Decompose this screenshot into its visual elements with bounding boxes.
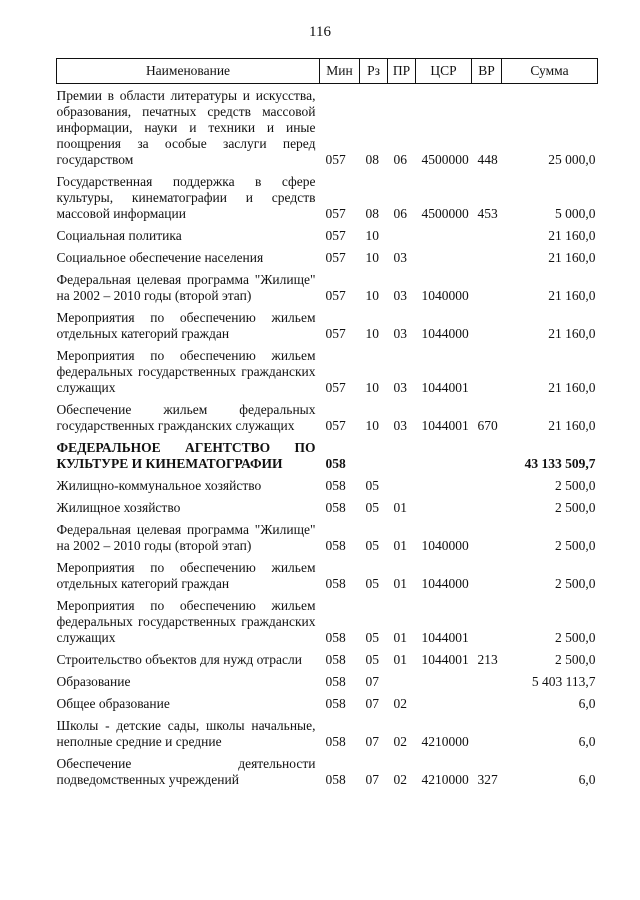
cell-min: 057: [325, 288, 346, 303]
cell-sum: 21 160,0: [548, 228, 596, 243]
table-header-row: [57, 59, 598, 84]
cell-vr: [472, 436, 502, 474]
cell-rz: 07: [365, 674, 379, 689]
cell-pr: 03: [393, 326, 407, 341]
cell-sum: 6,0: [578, 772, 596, 787]
cell-min: 058: [325, 630, 346, 645]
cell-csr: [416, 436, 472, 474]
table-row: [57, 474, 598, 496]
cell-vr: [472, 306, 502, 344]
cell-vr: 670: [477, 418, 498, 433]
cell-csr: [416, 692, 472, 714]
cell-rz: 10: [365, 418, 379, 433]
cell-vr: [472, 344, 502, 398]
cell-name: Премии в области литературы и искусства, образования, печатных средств массовой информации, науки и техники и иные поощрения за особые заслуги перед государством: [56, 88, 316, 167]
cell-pr: [388, 436, 416, 474]
cell-name: Федеральная целевая программа "Жилище" на 2002 – 2010 годы (второй этап): [56, 522, 316, 553]
cell-name: Обеспечение деятельности подведомственных учреждений: [56, 756, 316, 787]
table-row: [57, 648, 598, 670]
cell-pr: 02: [393, 772, 407, 787]
cell-vr: [472, 670, 502, 692]
cell-min: 057: [325, 206, 346, 221]
table-row: [57, 496, 598, 518]
cell-vr: [472, 268, 502, 306]
cell-rz: 05: [365, 576, 379, 591]
cell-sum: 2 500,0: [555, 576, 596, 591]
cell-pr: [388, 224, 416, 246]
cell-rz: 05: [365, 538, 379, 553]
cell-vr: [472, 246, 502, 268]
cell-pr: 03: [393, 288, 407, 303]
cell-vr: 327: [477, 772, 498, 787]
cell-rz: 10: [365, 326, 379, 341]
cell-rz: 10: [365, 288, 379, 303]
table-body: [57, 84, 598, 791]
cell-rz: 07: [365, 772, 379, 787]
cell-csr: 1044000: [421, 326, 469, 341]
page-number: 116: [309, 24, 331, 40]
table-row: [57, 306, 598, 344]
cell-min: 058: [325, 576, 346, 591]
cell-pr: 01: [393, 500, 407, 515]
header-pr: ПР: [388, 59, 416, 84]
cell-vr: [472, 518, 502, 556]
cell-pr: 06: [393, 152, 407, 167]
cell-csr: 1044001: [421, 418, 469, 433]
cell-csr: 1040000: [421, 538, 469, 553]
cell-csr: [416, 474, 472, 496]
cell-vr: [472, 474, 502, 496]
cell-rz: [360, 436, 388, 474]
cell-min: 057: [325, 250, 346, 265]
cell-name: Мероприятия по обеспечению жильем отдельных категорий граждан: [56, 560, 316, 591]
cell-rz: 07: [365, 734, 379, 749]
table-row: [57, 246, 598, 268]
cell-sum: 2 500,0: [555, 652, 596, 667]
cell-min: 057: [325, 380, 346, 395]
cell-min: 058: [325, 652, 346, 667]
cell-sum: 21 160,0: [548, 380, 596, 395]
cell-sum: 2 500,0: [555, 538, 596, 553]
cell-pr: 01: [393, 576, 407, 591]
cell-rz: 05: [365, 478, 379, 493]
cell-rz: 10: [365, 380, 379, 395]
cell-sum: 25 000,0: [548, 152, 596, 167]
cell-csr: [416, 670, 472, 692]
table-row: [57, 170, 598, 224]
cell-min: 058: [325, 538, 346, 553]
cell-sum: 6,0: [578, 696, 596, 711]
cell-vr: 448: [477, 152, 498, 167]
cell-name: Школы - детские сады, школы начальные, неполные средние и средние: [56, 718, 316, 749]
header-name: Наименование: [57, 59, 320, 84]
cell-csr: [416, 496, 472, 518]
cell-min: 058: [325, 478, 346, 493]
cell-min: 058: [325, 456, 346, 471]
table-row: [57, 224, 598, 246]
cell-csr: 4210000: [421, 734, 469, 749]
cell-pr: 06: [393, 206, 407, 221]
cell-vr: [472, 692, 502, 714]
cell-sum: 5 403 113,7: [531, 674, 596, 689]
cell-vr: [472, 714, 502, 752]
cell-vr: 453: [477, 206, 498, 221]
cell-name: Мероприятия по обеспечению жильем федеральных государственных гражданских служащих: [56, 348, 316, 395]
cell-name: Обеспечение жильем федеральных государственных гражданских служащих: [56, 402, 316, 433]
cell-sum: 21 160,0: [548, 326, 596, 341]
cell-csr: 1040000: [421, 288, 469, 303]
table-row: [57, 268, 598, 306]
cell-csr: 1044001: [421, 380, 469, 395]
cell-pr: 03: [393, 250, 407, 265]
header-rz: Рз: [360, 59, 388, 84]
cell-rz: 05: [365, 630, 379, 645]
cell-rz: 05: [365, 652, 379, 667]
cell-min: 057: [325, 418, 346, 433]
cell-sum: 2 500,0: [555, 500, 596, 515]
cell-csr: 4500000: [421, 206, 469, 221]
header-csr: ЦСР: [416, 59, 472, 84]
table-row: [57, 714, 598, 752]
header-sum: Сумма: [502, 59, 598, 84]
cell-rz: 07: [365, 696, 379, 711]
cell-csr: 1044001: [421, 652, 469, 667]
table-row: [57, 752, 598, 790]
cell-name: Мероприятия по обеспечению жильем отдельных категорий граждан: [56, 310, 316, 341]
cell-name: Жилищно-коммунальное хозяйство: [56, 478, 262, 493]
header-min: Мин: [320, 59, 360, 84]
cell-sum: 21 160,0: [548, 250, 596, 265]
cell-min: 058: [325, 734, 346, 749]
cell-min: 058: [325, 772, 346, 787]
cell-min: 058: [325, 500, 346, 515]
cell-csr: 4210000: [421, 772, 469, 787]
cell-name: ФЕДЕРАЛЬНОЕ АГЕНТСТВО ПО КУЛЬТУРЕ И КИНЕМАТОГРАФИИ: [56, 440, 316, 471]
cell-min: 057: [325, 326, 346, 341]
cell-vr: [472, 496, 502, 518]
header-vr: ВР: [472, 59, 502, 84]
cell-pr: 02: [393, 734, 407, 749]
cell-csr: 4500000: [421, 152, 469, 167]
cell-pr: 01: [393, 652, 407, 667]
cell-min: 058: [325, 696, 346, 711]
cell-name: Мероприятия по обеспечению жильем федеральных государственных гражданских служащих: [56, 598, 316, 645]
cell-pr: 01: [393, 630, 407, 645]
table-row: [57, 84, 598, 171]
cell-pr: 02: [393, 696, 407, 711]
cell-vr: [472, 224, 502, 246]
cell-pr: [388, 474, 416, 496]
table-row: [57, 670, 598, 692]
cell-name: Общее образование: [56, 696, 170, 711]
cell-rz: 10: [365, 228, 379, 243]
cell-sum: 2 500,0: [555, 630, 596, 645]
cell-pr: 01: [393, 538, 407, 553]
cell-name: Строительство объектов для нужд отрасли: [56, 652, 302, 667]
cell-sum: 43 133 509,7: [524, 456, 596, 471]
cell-name: Федеральная целевая программа "Жилище" на 2002 – 2010 годы (второй этап): [56, 272, 316, 303]
table-row: [57, 692, 598, 714]
cell-vr: 213: [477, 652, 498, 667]
cell-name: Социальное обеспечение населения: [56, 250, 264, 265]
cell-csr: 1044000: [421, 576, 469, 591]
cell-name: Государственная поддержка в сфере культуры, кинематографии и средств массовой информации: [56, 174, 316, 221]
cell-csr: [416, 246, 472, 268]
table-row: [57, 594, 598, 648]
cell-csr: [416, 224, 472, 246]
cell-name: Образование: [56, 674, 131, 689]
cell-sum: 2 500,0: [555, 478, 596, 493]
table-row: [57, 518, 598, 556]
cell-sum: 6,0: [578, 734, 596, 749]
cell-rz: 08: [365, 152, 379, 167]
cell-min: 058: [325, 674, 346, 689]
cell-vr: [472, 556, 502, 594]
cell-rz: 08: [365, 206, 379, 221]
cell-sum: 21 160,0: [548, 418, 596, 433]
cell-pr: 03: [393, 380, 407, 395]
cell-name: Социальная политика: [56, 228, 182, 243]
table-row: [57, 398, 598, 436]
cell-rz: 05: [365, 500, 379, 515]
cell-name: Жилищное хозяйство: [56, 500, 181, 515]
cell-min: 057: [325, 228, 346, 243]
table-row: [57, 344, 598, 398]
budget-table: [56, 58, 598, 790]
cell-pr: 03: [393, 418, 407, 433]
cell-sum: 21 160,0: [548, 288, 596, 303]
cell-sum: 5 000,0: [555, 206, 596, 221]
cell-vr: [472, 594, 502, 648]
table-row: [57, 436, 598, 474]
cell-pr: [388, 670, 416, 692]
table-row: [57, 556, 598, 594]
cell-csr: 1044001: [421, 630, 469, 645]
cell-min: 057: [325, 152, 346, 167]
cell-rz: 10: [365, 250, 379, 265]
